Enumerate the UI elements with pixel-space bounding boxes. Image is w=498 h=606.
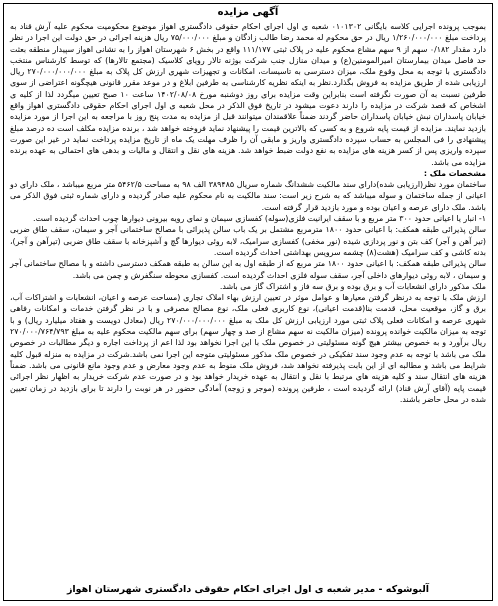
notice-paragraph-building: ساختمان مورد نظر(ارزیابی شده)دارای سند مالکیت ششدانگ شماره سریال ۳۸۹۴۸۵ الف ۹۸ به مساحت ۵۴۶۲/۵ متر مربع میباشد ، ملک دارای دو اعیانی از جمله ساختمان و سوله میباشد که به شرح زیر است: سند مالکیت به نام محکوم علیه صادر گردیده و دارای شماره ثبتی فوق الذکر می باشد. ملک دارای عرصه و اعیان بوده و مورد بازدید قرار گرفته است. xyxy=(10,180,486,212)
notice-paragraph-hall-second: سالن پذیرائی طبقه همکف: با اعیانی حدود ۱۸۰۰ متر مربع که از طبقه اول به این سالن به طبقه همکف دسترسی داشته و با مصالح ساختمانی آجر و سیمان ، لابه روئی دیوارهای داخلی آجر، سقف سوله فلزی احداث گردیده است. کفسازی محوطه سنگفرش و چمن می باشد. xyxy=(10,259,486,280)
notice-title: آگهی مزایده xyxy=(217,7,279,18)
notice-heading-property-specs: مشخصات ملک : xyxy=(423,168,486,178)
notice-paragraph-hall-ground: سالن پذیرائی طبقه همکف: با اعیانی حدود ۱۸۰۰ مترمربع مشتمل بر یک باب سالن پذیرائی با مصالح ساختمانی آجر و سیمان، سقف طاق ضربی (تیر آهن و آجر) کف بتن و نور پردازی شیده (نور مخفی) کفسازی سرامیک، لابه روئی دیوارها گچ و آشپزخانه با سقف طاق ضربی (تیرآهن و آجر)، بدنه کاشی و کف سرامیک (هشت(۸) چشمه سرویس بهداشتی احداث گردیده است. xyxy=(10,225,486,257)
notice-paragraph-intro: بموجب پرونده اجرایی کلاسه بایگانی ۰۱۰۱۳۰۲ شعبه ی اول اجرای احکام حقوقی دادگستری اهواز موضوع محکومیت محکوم علیه آرش قناد به پرداخت مبلغ ۱/۲۶۰/۰۰۰/۰۰۰ ریال در حق محکوم له محمد رضا طالب زادگان و مبلغ ۷۵/۰۰۰/۰۰۰ ریال هزینه اجرائی در حق دولت این اجرا در نظر دارد مقدار ۰/۱۸۲ سهم از ۹ سهم مشاع محکوم علیه در پلاک ثبتی ۱۱۱/۱۷۷ واقع در بخش ۶ شهرستان اهواز را به نشانی اهواز سپیدار منطقه بعثت حد فاصل میدان بیمارستان امیرالمومنین(ع) و میدان منازل جنب شرکت بوژنه تالار رویای کلاسیک (مجتمع تالارها) که توسط کارشناس منتخب دادگستری با توجه به محل وقوع ملک، میزان دسترسی به تاسیسات، امکانات و تجهیزات شهری ارزش کل پلاک به مبلغ ۲۷۰/۰۰۰/۰۰۰/۰۰۰ ریال ارزیابی شده از طریق مزایده به فروش بگذارد.نظر به اینکه نظریه کارشناسی به طرفین ابلاغ و در موعد مقرر قانونی هیچگونه اعتراضی از سوی طرفین نسبت به آن صورت نگرفته است بنابراین وقت مزایده برای روز دوشنبه مورخ ۱۴۰۲/۰۸/۰۸ ساعت ۱۰ صبح تعیین میگردد لذا از کلیه ی اشخاص که قصد شرکت در مزایده را دارند دعوت میشود در تاریخ فوق الذکر در محل شعبه ی اول اجرای احکام حقوقی دادگستری اهواز واقع خیابان پاسداران نبش خیابان پاسداران حاضر گردند ضمناً علاقمندان میتوانند قبل از مزایده به مدت پنج روز با مراجعه به این اجرا از مورد مزایده بازدید نمایند. مزایده از قیمت پایه شروع و به کسی که بالاترین قیمت را پیشنهاد نماید فروخته خواهد شد ، برنده مزایده مکلف است ده درصد مبلغ پیشنهادی را فی المجلس به حساب سپرده دادگستری واریز و مابقی آن را ظرف مهلت یک ماه از تاریخ مزایده پرداخت نماید در غیر این صورت سپرده واریزی پس از کسر هزینه های مزایده به نفع دولت ضبط خواهد شد. هزینه های نقل و انتقال و مالیات و بدهی های احتمالی به عهده برنده مزایده می باشد. xyxy=(10,22,487,167)
notice-paragraph-utilities: ملک مذکور دارای انشعابات آب و برق بوده و برق سه فاز و اشتراک گاز می باشد. xyxy=(219,281,486,291)
notice-paragraph-warehouse: ۱- انبار یا اعیانی حدود ۳۰۰ متر مربع و با سقف ایرانیت فلزی(سوله) کفسازی سیمان و نمای رویه بیرونی دیوارها چوب احداث گردیده است. xyxy=(32,214,486,224)
notice-signature: آلبوشوکه - مدیر شعبه ی اول اجرای احکام حقوقی دادگستری شهرستان اهواز xyxy=(66,584,430,595)
auction-notice xyxy=(3,3,493,601)
notice-paragraph-valuation: ارزش ملک با توجه به درنظر گرفتن معیارها و عوامل موثر در تعیین ارزش بهاء املاک تجاری (مساحت عرصه و اعیان، انشعابات و اشتراکات آب، برق و گاز، موقعیت محل، قدمت بنا(قدمت اعیانی)، نوع کاربری فعلی ملک، نوع مصالح مصرفی و با در نظر گرفتن خدمات و امکانات رفاهی شهری عرصه و امکانات فعلی پلاک ثبتی مورد ارزیابی ارزش کل ملک به مبلغ ۲۷۰/۰۰۰/۰۰۰/۰۰۰ ریال (معادل دویست و هفتاد میلیارد ریال) و با توجه به میزان مالکیت خوانده پرونده (میزان مالکیت نه سهم مشاع از صد و چهار سهم) برای سهم مالکیت محکوم علیه به مبلغ ۲۷۰/۰۰۰/۷۶۴/۷۹۳ ریال برآورد و به خصوص بیشتر هیچ گونه مسئولیتی در خصوص ملک با این اجرا نخواهد بود لذا اعم از پرداخت اجاره و دیگر مطالبات در خصوص ملک می باشد با توجه به عدم وجود سند تفکیکی در خصوص ملک مذکور مسئولیتی متوجه این اجرا نمی باشد.شرکت در مزایده به منزله قبول کلیه شرایط می باشد و مطالبه ای از این بابت پذیرفته نخواهد شد، فروش ملک منوط به عدم وجود معارض و عدم وجود مانع قانونی می باشد. ضمناً هزینه های انتقال سند و کلیه هزینه های مرتبط با نقل و انتقال به عهده خریدار خواهد بود و در صورت عدم شرکت خریدار به اظهار نظر اجرائی قیمت پایه (آقای آرش قناد) ارائه گردیده است ، طرفین پرونده (موجر و زوجه) آمادگی حضور در هر نوبت را دارند تا برای بازدید در زمان تعیین شده در محل حاضر باشند. xyxy=(10,293,486,404)
